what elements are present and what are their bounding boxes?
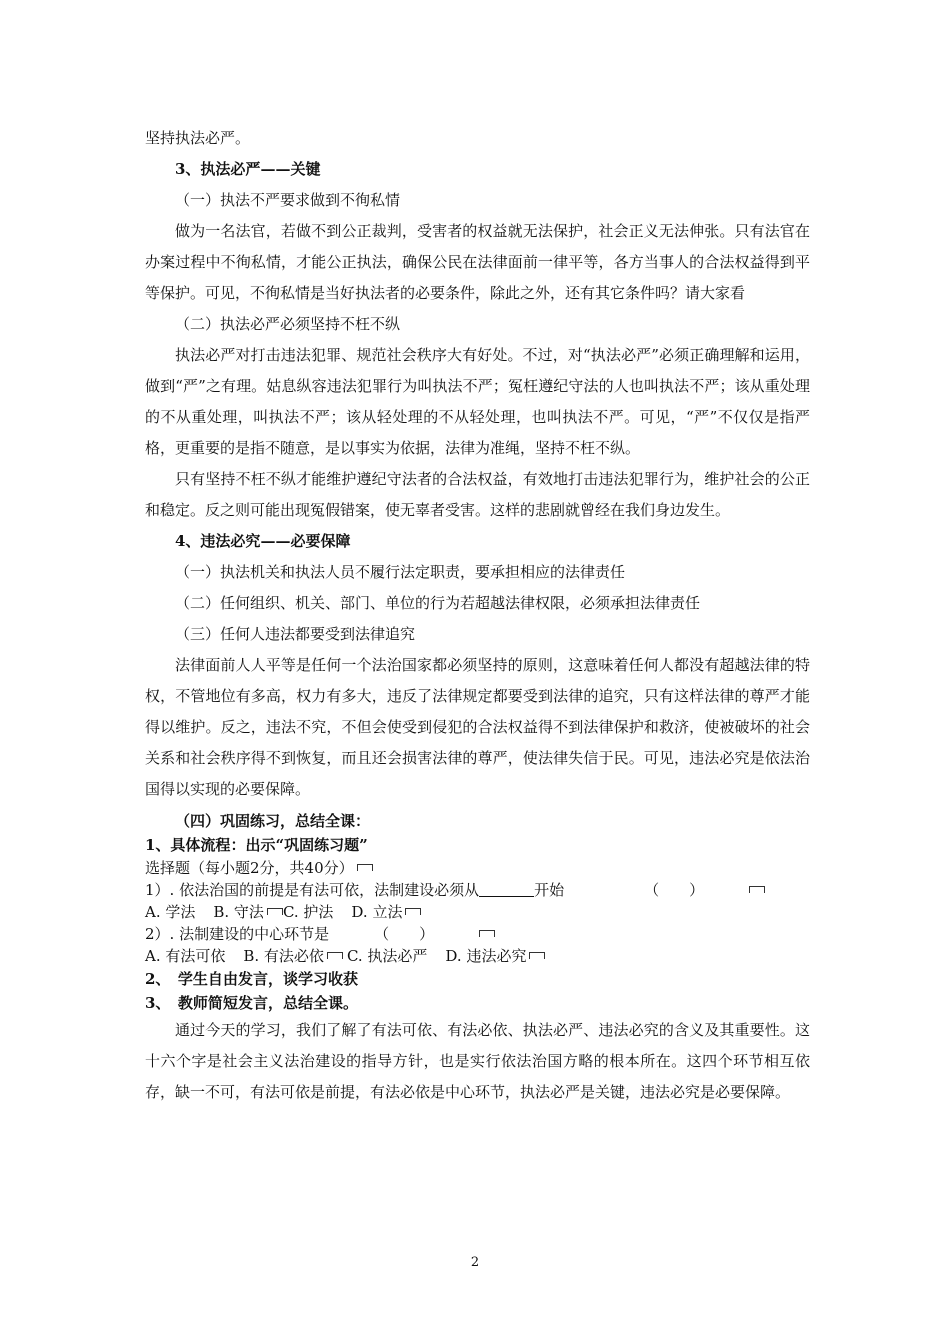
paragraph-continue: 坚持执法必严。	[145, 129, 251, 147]
question-1-paren: （ ）	[644, 881, 705, 899]
subheading-3-1: （一）执法不严要求做到不徇私情	[175, 191, 401, 209]
paragraph-3-2: 执法必严对打击违法犯罪、规范社会秩序大有好处。不过，对“执法必严”必须正确理解和运用，做到“严”之有理。姑息纵容违法犯罪行为叫执法不严；冤枉遵纪守法的人也叫执法不严；该从重处理的不从重处理，叫执法不严；该从轻处理的不从轻处理，也叫执法不严。可见，“严”不仅仅是指严格，更重要的是指不随意，是以事实为依据，法律为准绳，坚持不枉不纵。	[145, 346, 810, 457]
question-2-text: 2）. 法制建设的中心环节是	[145, 925, 330, 943]
question-1-text: 1）. 依法治国的前提是有法可依，法制建设必须从	[145, 881, 480, 899]
paragraph-mark-icon	[529, 952, 545, 959]
question-2	[145, 923, 810, 945]
option-d: D. 立法	[351, 903, 403, 921]
answer-blank	[479, 882, 534, 897]
option-c: C. 执法必严	[346, 947, 428, 965]
flow-step-1: 1、具体流程：出示“巩固练习题”	[145, 836, 368, 854]
flow-step-2: 2、 学生自由发言，谈学习收获	[145, 970, 358, 988]
paragraph-mark-icon	[357, 864, 373, 871]
paragraph-summary: 通过今天的学习，我们了解了有法可依、有法必依、执法必严、违法必究的含义及其重要性。这十六个字是社会主义法治建设的指导方针，也是实行依法治国方略的根本所在。这四个环节相互依存，缺一不可，有法可依是前提，有法必依是中心环节，执法必严是关键，违法必究是必要保障。	[145, 1021, 810, 1101]
paragraph-mark-icon	[479, 930, 495, 937]
choice-heading	[145, 857, 810, 879]
question-1	[145, 879, 810, 901]
paragraph-3-3: 只有坚持不枉不纵才能维护遵纪守法者的合法权益，有效地打击违法犯罪行为，维护社会的公正和稳定。反之则可能出现冤假错案，使无辜者受害。这样的悲剧就曾经在我们身边发生。	[145, 470, 810, 519]
option-b: B. 守法	[213, 903, 264, 921]
heading-review: （四）巩固练习，总结全课：	[175, 812, 371, 830]
option-c: C. 护法	[282, 903, 334, 921]
question-2-paren: （ ）	[374, 925, 435, 943]
paragraph-mark-icon	[405, 908, 421, 915]
option-d: D. 违法必究	[445, 947, 527, 965]
question-2-options	[145, 945, 810, 967]
paragraph-mark-icon	[327, 952, 343, 959]
subheading-3-2: （二）执法必严必须坚持不枉不纵	[175, 315, 401, 333]
option-b: B. 有法必依	[243, 947, 324, 965]
heading-4: 4、违法必究——必要保障	[175, 532, 351, 550]
question-1-options	[145, 901, 810, 923]
paragraph-4-1: 法律面前人人平等是任何一个法治国家都必须坚持的原则，这意味着任何人都没有超越法律的特权，不管地位有多高，权力有多大，违反了法律规定都要受到法律的追究，只有这样法律的尊严才能得以维护。反之，违法不究，不但会使受到侵犯的合法权益得不到法律保护和救济，使被破坏的社会关系和社会秩序得不到恢复，而且还会损害法律的尊严，使法律失信于民。可见，违法必究是依法治国得以实现的必要保障。	[145, 656, 810, 798]
flow-step-3: 3、 教师简短发言，总结全课。	[145, 994, 358, 1012]
subheading-4-2: （二）任何组织、机关、部门、单位的行为若超越法律权限，必须承担法律责任	[175, 594, 701, 612]
option-a: A. 学法	[145, 903, 196, 921]
paragraph-3-1: 做为一名法官，若做不到公正裁判，受害者的权益就无法保护，社会正义无法伸张。只有法官在办案过程中不徇私情，才能公正执法，确保公民在法律面前一律平等，各方当事人的合法权益得到平等保护。可见，不徇私情是当好执法者的必要条件，除此之外，还有其它条件吗？请大家看	[145, 222, 810, 302]
page-number: 2	[470, 1255, 480, 1270]
heading-3: 3、执法必严——关键	[175, 160, 321, 178]
option-a: A. 有法可依	[145, 947, 226, 965]
choice-heading-text: 选择题（每小题2分，共40分）	[145, 859, 354, 877]
subheading-4-3: （三）任何人违法都要受到法律追究	[175, 625, 416, 643]
paragraph-mark-icon	[749, 886, 765, 893]
subheading-4-1: （一）执法机关和执法人员不履行法定职责，要承担相应的法律责任	[175, 563, 626, 581]
paragraph-mark-icon	[267, 908, 283, 915]
question-1-tail: 开始	[534, 881, 565, 899]
page-content	[145, 123, 810, 1108]
